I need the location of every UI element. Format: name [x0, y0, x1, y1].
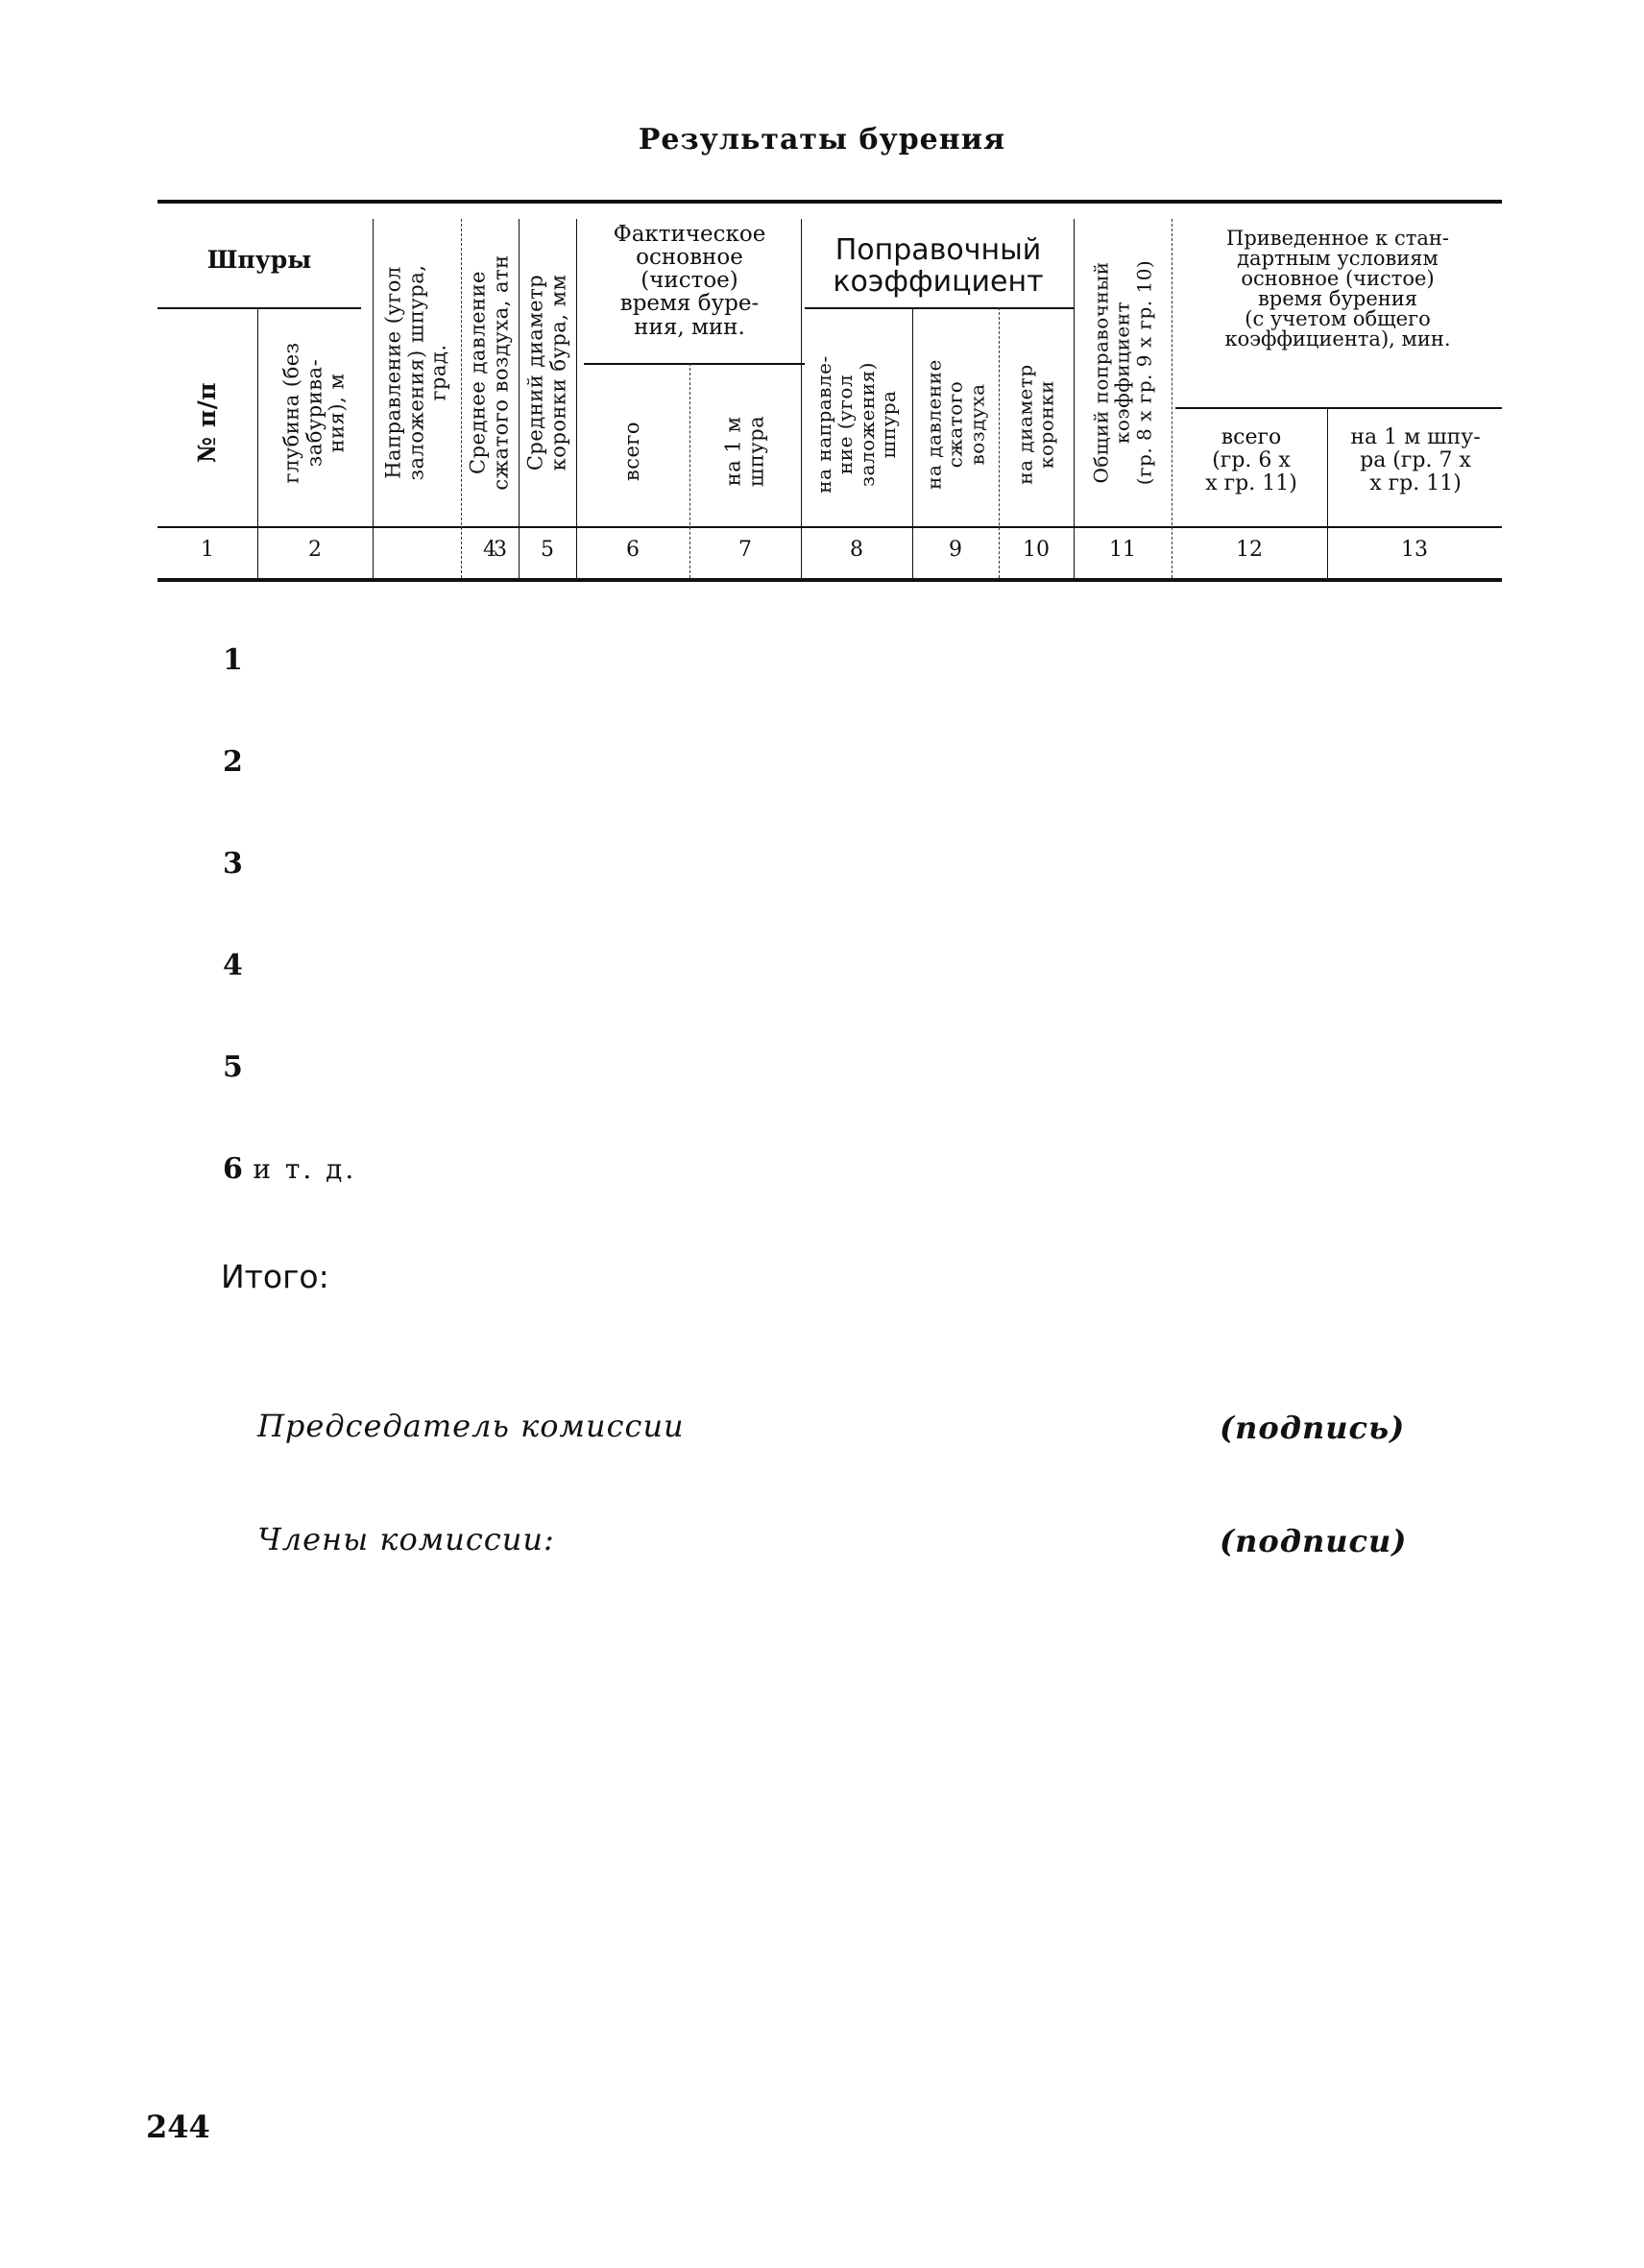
members-signature: (подписи) [1220, 1523, 1408, 1559]
row-number-2: 2 [223, 745, 243, 779]
page-title: Результаты бурения [638, 123, 1006, 157]
col-number-10: 10 [1023, 538, 1050, 562]
header-col4: Среднее давление сжатого воздуха, атн [466, 254, 512, 491]
header-col1: № п/п [193, 381, 221, 464]
header-group810: Поправочный коэффициент [833, 233, 1044, 299]
header-col12: всего (гр. 6 х х гр. 11) [1205, 425, 1297, 496]
header-shpury: Шпуры [206, 246, 312, 274]
header-col8: на направле- ние (угол заложения) шпура [812, 355, 901, 494]
header-col9: на давление сжатого воздуха [922, 359, 989, 490]
chairman-signature: (подпись) [1220, 1410, 1406, 1446]
row-number-4: 4 [223, 949, 243, 982]
header-col10: на диаметр коронки [1013, 364, 1058, 485]
header-col13: на 1 м шпу- ра (гр. 7 х х гр. 11) [1350, 425, 1481, 496]
header-col3: Направление (угол заложения) шпура, град. [381, 264, 450, 481]
col-number-2: 2 [308, 538, 322, 562]
col-number-7: 7 [738, 538, 752, 562]
col-number-3: 3 [494, 538, 507, 562]
header-col6: всего [620, 421, 644, 482]
col-number-5: 5 [541, 538, 554, 562]
row-number-1: 1 [223, 643, 243, 677]
page-number: 244 [146, 2109, 210, 2145]
total-label: Итого: [221, 1258, 329, 1295]
row-etc-label: и т. д. [253, 1153, 357, 1185]
header-group1213: Приведенное к стан- дартным условиям основное (чистое) время бурения (с учетом общего коэффициента), мин. [1224, 227, 1451, 350]
header-group67: Фактическое основное (чистое) время буре- ния, мин. [613, 222, 766, 340]
col-number-13: 13 [1401, 538, 1428, 562]
header-col2: глубина (без забурива- ния), м [279, 342, 349, 484]
col-number-1: 1 [201, 538, 214, 562]
table-header [157, 200, 1502, 584]
col-number-4: 4 [483, 538, 496, 562]
col-number-6: 6 [626, 538, 640, 562]
col-number-11: 11 [1109, 538, 1136, 562]
header-col11: Общий поправочный коэффициент (гр. 8 х гр. 9 х гр. 10) [1089, 259, 1156, 486]
chairman-label: Председатель комиссии [257, 1408, 685, 1444]
row-number-3: 3 [223, 847, 243, 881]
header-col5: Средний диаметр коронки бура, мм [523, 274, 569, 471]
row-number-6: 6 и т. д. [223, 1152, 357, 1186]
header-col7: на 1 м шпура [721, 415, 767, 488]
col-number-8: 8 [850, 538, 863, 562]
col-number-9: 9 [949, 538, 962, 562]
members-label: Члены комиссии: [257, 1521, 555, 1557]
row-number-5: 5 [223, 1050, 243, 1084]
col-number-12: 12 [1236, 538, 1263, 562]
